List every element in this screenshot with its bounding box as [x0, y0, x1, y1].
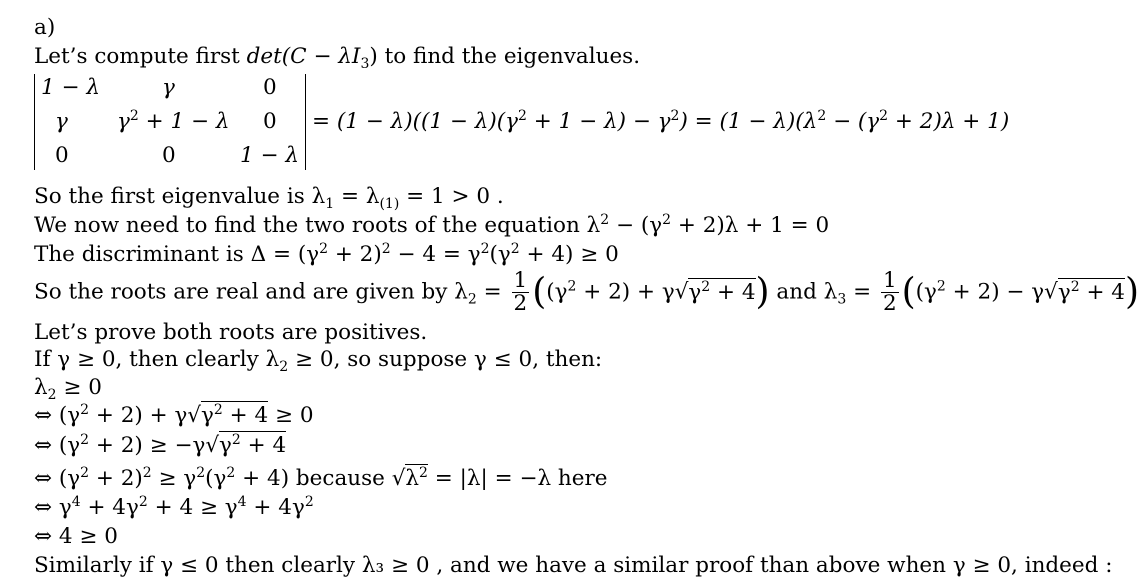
step-4 [34, 496, 314, 520]
matrix-cell: 0 [162, 143, 176, 168]
sqrt-body [1058, 278, 1125, 305]
text: + 4γ [80, 495, 139, 520]
superscript: 2 [304, 494, 314, 510]
intro-line [34, 44, 641, 72]
text: λ [405, 466, 420, 491]
text: + 2) [89, 466, 143, 491]
superscript: 2 [510, 241, 520, 257]
prove-line [34, 321, 427, 345]
superscript: 2 [662, 212, 672, 228]
superscript: 2 [381, 241, 391, 257]
text: If γ ≥ 0, then clearly λ [34, 347, 280, 372]
text: + 2) [327, 242, 382, 267]
fraction [512, 270, 530, 315]
text: = [846, 279, 878, 305]
matrix-cell: γ [162, 75, 175, 100]
superscript: 2 [80, 402, 90, 418]
math: + 1 − λ [138, 109, 230, 134]
subscript: 1 [325, 196, 335, 212]
step-3 [34, 467, 608, 491]
first-eigenvalue-line [34, 184, 504, 212]
text: + 2) + γ√ [89, 403, 201, 428]
matrix-cell: 0 [263, 75, 277, 100]
superscript: 2 [670, 108, 680, 124]
text: + 4 [222, 403, 269, 428]
math: − (γ [826, 109, 880, 134]
text: + 4) ≥ 0 [519, 242, 619, 267]
matrix-cell: 0 [55, 143, 69, 168]
text: + 4γ [246, 495, 305, 520]
superscript: 2 [213, 402, 223, 418]
similarly-line [34, 554, 1112, 578]
superscript: 2 [129, 108, 139, 124]
math: γ [117, 109, 130, 134]
matrix-cell: 1 − λ [41, 75, 100, 100]
step-lambda2 [34, 375, 102, 403]
text: γ [688, 279, 702, 305]
paren: ) [755, 271, 770, 313]
determinant-result [312, 110, 1009, 134]
text: a) [34, 15, 56, 40]
superscript: 2 [231, 432, 241, 448]
text: (γ [915, 279, 937, 305]
text: + 2) + γ√ [576, 279, 689, 305]
text: + 4) because √ [235, 466, 406, 491]
text: ⇔ (γ [34, 466, 81, 491]
superscript: 4 [71, 494, 81, 510]
sqrt-body [688, 278, 755, 305]
subscript: 3 [360, 56, 370, 72]
superscript: 2 [196, 465, 206, 481]
numerator: 1 [513, 268, 528, 293]
text: + 2) ≥ −γ√ [89, 433, 220, 458]
superscript: 2 [567, 278, 577, 295]
superscript: 2 [879, 108, 889, 124]
superscript: 2 [936, 278, 946, 295]
text: So the roots are real and are given by λ [34, 279, 468, 305]
text: = [476, 279, 509, 305]
superscript: 2 [80, 432, 90, 448]
matrix-cell: γ [55, 109, 68, 134]
subscript: 2 [467, 291, 477, 308]
text: γ [201, 403, 214, 428]
text: λ [34, 375, 48, 400]
matrix-cell: 1 − λ [240, 143, 299, 168]
superscript: 2 [600, 212, 610, 228]
math: ) = (1 − λ)(λ [679, 109, 818, 134]
step-2 [34, 434, 286, 458]
text: + 2)λ + 1 = 0 [671, 213, 830, 238]
denominator: 2 [513, 291, 528, 316]
text: (γ [489, 242, 511, 267]
sqrt-body [219, 431, 286, 458]
subscript: 2 [279, 359, 289, 375]
text: ) to find the eigenvalues. [369, 44, 641, 69]
text: The discriminant is Δ = (γ [34, 242, 320, 267]
text: − (γ [609, 213, 663, 238]
text: γ [219, 433, 232, 458]
if-gamma-line [34, 347, 603, 375]
text: + 4 [710, 279, 756, 305]
determinant-matrix [34, 74, 306, 170]
paren: ) [1124, 271, 1139, 313]
text: (γ [546, 279, 568, 305]
text: Let’s compute first [34, 44, 247, 69]
text: We now need to find the two roots of the equation λ [34, 213, 601, 238]
text: Similarly if γ ≤ 0 then clearly λ₃ ≥ 0 , and we have a similar proof than above when γ ≥ 0, indeed : [34, 553, 1113, 578]
step-1 [34, 404, 314, 428]
text: ⇔ (γ [34, 433, 81, 458]
part-label [34, 16, 55, 40]
text: − 4 = γ [390, 242, 481, 267]
text: + 4 [240, 433, 287, 458]
superscript: 2 [480, 241, 490, 257]
text: γ [1057, 279, 1071, 305]
discriminant-line [34, 243, 619, 267]
text: ⇔ (γ [34, 403, 81, 428]
text: + 2) − γ√ [945, 279, 1058, 305]
subscript: 3 [837, 291, 847, 308]
superscript: 2 [1070, 278, 1080, 295]
superscript: 2 [142, 465, 152, 481]
fraction [881, 270, 899, 315]
text: ≥ γ [151, 466, 197, 491]
text: + 4 [1079, 279, 1125, 305]
math: det(C − λI [246, 44, 361, 69]
text: and λ [769, 279, 838, 305]
step-5 [34, 525, 118, 549]
sqrt-body [201, 401, 268, 428]
math: = (1 − λ)((1 − λ)(γ [312, 109, 519, 134]
superscript: 2 [80, 465, 90, 481]
text: ⇔ γ [34, 495, 72, 520]
subscript: 2 [47, 387, 57, 403]
subscript: (1) [379, 196, 400, 212]
equation-line [34, 214, 829, 238]
superscript: 2 [419, 465, 428, 481]
superscript: 4 [237, 494, 247, 510]
text: = λ [334, 184, 380, 209]
sqrt-body [405, 464, 428, 491]
superscript: 2 [226, 465, 236, 481]
text: ≥ 0 [268, 403, 314, 428]
superscript: 2 [319, 241, 328, 257]
superscript: 2 [518, 108, 527, 124]
text: ≥ 0, so suppose γ ≤ 0, then: [288, 347, 603, 372]
text: = |λ| = −λ here [427, 466, 608, 491]
text: ⇔ 4 ≥ 0 [34, 524, 118, 549]
numerator: 1 [882, 268, 897, 293]
matrix-cell [117, 110, 229, 134]
text: = 1 > 0 . [399, 184, 504, 209]
superscript: 2 [138, 494, 148, 510]
math: + 2)λ + 1) [888, 109, 1010, 134]
superscript: 2 [817, 108, 827, 124]
math: + 1 − λ) − γ [526, 109, 671, 134]
text: + 4 ≥ γ [147, 495, 238, 520]
text: Let’s prove both roots are positives. [34, 320, 428, 345]
paren: ( [901, 271, 916, 313]
paren: ( [532, 271, 547, 313]
text: So the first eigenvalue is λ [34, 184, 326, 209]
denominator: 2 [882, 291, 897, 316]
text: (γ [205, 466, 227, 491]
text: ≥ 0 [56, 375, 102, 400]
roots-line [34, 270, 1139, 315]
matrix-cell: 0 [263, 109, 277, 134]
superscript: 2 [701, 278, 711, 295]
